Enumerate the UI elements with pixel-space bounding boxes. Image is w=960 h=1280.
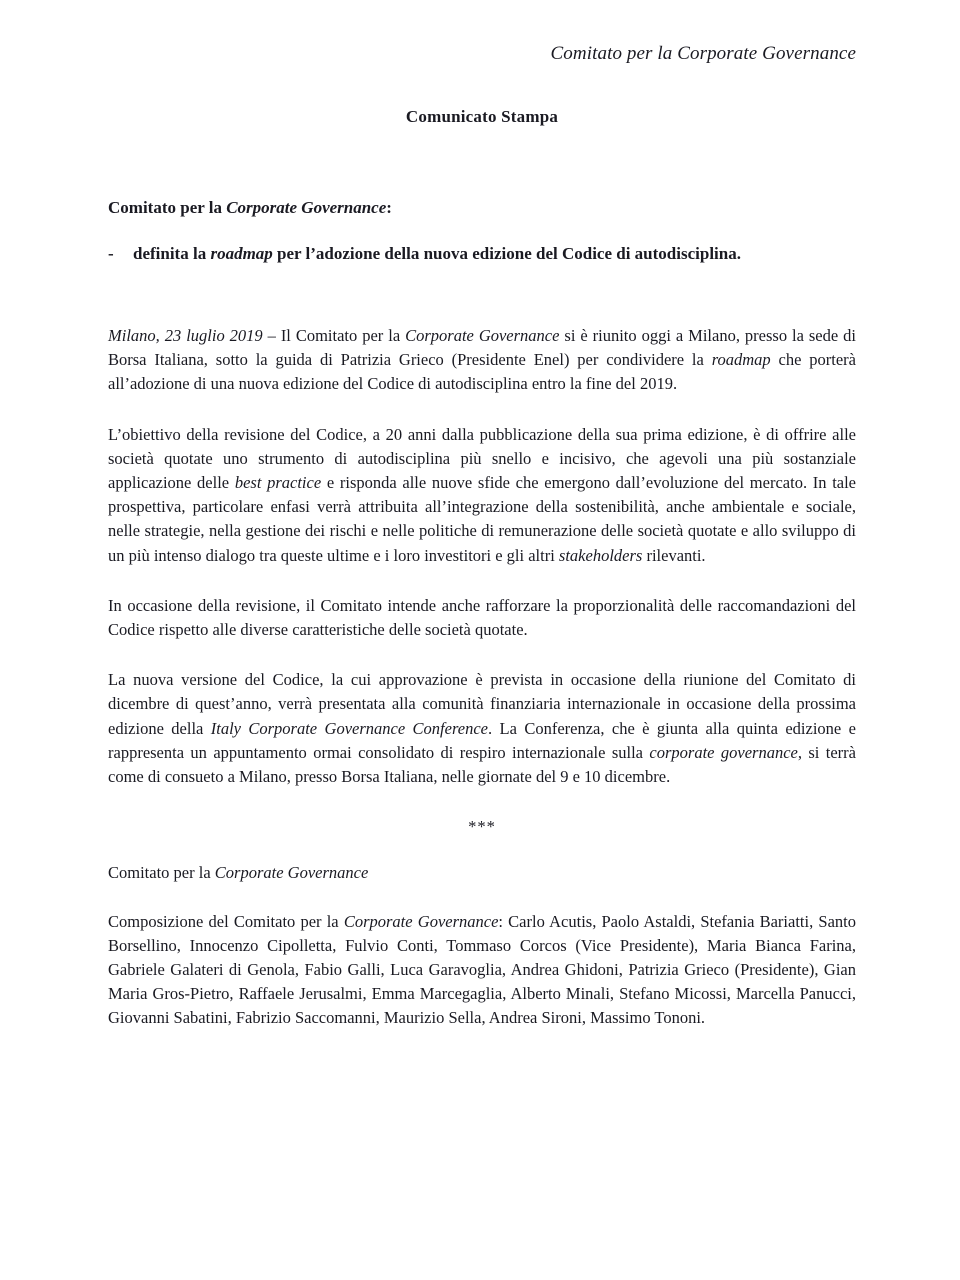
paragraph-objective	[108, 423, 856, 568]
p3-text-1: In occasione della revisione, il Comitato intende anche rafforzare la proporzionalità delle raccomandazioni del Codice rispetto alle diverse caratteristiche delle società quotate.	[108, 595, 856, 640]
bullet-list-item	[108, 242, 856, 266]
p2-italic-2: stakeholders	[558, 545, 643, 565]
paragraph-dateline	[108, 324, 856, 397]
dateline: Milano, 23 luglio 2019	[108, 326, 263, 345]
bullet-item-text	[133, 242, 856, 266]
paragraph-composition	[108, 910, 856, 1031]
p2-italic-1: best practice	[234, 473, 322, 493]
p1-italic-2: roadmap	[711, 350, 771, 370]
p4-italic-2: corporate governance	[649, 742, 798, 762]
p2-text-3: rilevanti.	[642, 545, 706, 565]
p1-italic-1: Corporate Governance	[405, 326, 560, 345]
composition-italic-1: Corporate Governance	[343, 911, 499, 931]
p4-text-3: , si terrà come di consueto a Milano, presso Borsa Italiana, nelle giornate del 9 e 10 dicembre.	[108, 742, 856, 787]
footer-heading-italic: Corporate Governance	[214, 863, 369, 883]
section-separator: ***	[468, 817, 496, 837]
p1-text-3: che porterà all’adozione di una nuova edizione del Codice di autodisciplina entro la fine del 2019.	[108, 350, 856, 394]
paragraph-proportionality	[108, 594, 856, 642]
p4-text-2: . La Conferenza, che è giunta alla quinta edizione e rappresenta un appuntamento ormai consolidato di respiro internazionale sulla	[108, 718, 856, 762]
bullet-italic-roadmap: roadmap	[210, 244, 273, 263]
p4-text-1: La nuova versione del Codice, la cui approvazione è prevista in occasione della riunione del Comitato di dicembre di quest’anno, verrà presentata alla comunità finanziaria internazionale in occasione della prossima edizione della	[108, 670, 856, 738]
bullet-text-part-2: per l’adozione della nuova edizione del Codice di autodisciplina.	[272, 244, 741, 263]
running-header-text: Comitato per la Corporate Governance	[550, 43, 856, 64]
composition-members-text: : Carlo Acutis, Paolo Astaldi, Stefania Bariatti, Santo Borsellino, Innocenzo Cipolletta, Fulvio Conti, Tommaso Corcos (Vice Presidente), Maria Bianca Farina, Gabriele Galateri di Genola, Fabio Galli, Luca Garavoglia, Andrea Ghidoni, Patrizia Grieco (Presidente), Gian Maria Gros-Pietro, Raffaele Jerusalmi, Emma Marcegaglia, Alberto Minali, Stefano Micossi, Marcella Panucci, Giovanni Sabatini, Fabrizio Saccomanni, Maurizio Sella, Andrea Sironi, Massimo Tononi.	[108, 911, 856, 1028]
lead-heading-prefix: Comitato per la	[108, 198, 227, 217]
footer-heading-text: Comitato per la	[108, 863, 215, 883]
paragraph-conference	[108, 668, 856, 789]
p2-text-1: L’obiettivo della revisione del Codice, a 20 anni dalla pubblicazione della sua prima edizione, è di offrire alle società quotate uno strumento di autodisciplina più snello e incisivo, che agevoli una più sostanziale applicazione delle	[108, 424, 856, 493]
p4-italic-1: Italy Corporate Governance Conference	[210, 718, 488, 738]
bullet-text-part-1: definita la	[133, 244, 211, 263]
bullet-dash-marker: -	[108, 244, 114, 263]
p1-text-2: si è riunito oggi a Milano, presso la sede di Borsa Italiana, sotto la guida di Patrizia Grieco (Presidente Enel) per condividere la	[108, 326, 856, 370]
lead-heading-italic: Corporate Governance	[226, 198, 387, 217]
page-title: Comunicato Stampa	[405, 107, 559, 126]
running-header	[108, 42, 856, 66]
lead-heading-suffix: :	[386, 198, 392, 217]
p1-text-1: – Il Comitato per la	[262, 326, 406, 345]
footer-heading	[108, 861, 856, 885]
document-content	[108, 0, 856, 1047]
p2-text-2: e risponda alle nuove sfide che emergono dall’evoluzione del mercato. In tale prospettiva, particolare enfasi verrà attribuita all’integrazione della sostenibilità, anche ambientale e sociale, nelle strategie, nella gestione dei rischi e nelle politiche di remunerazione delle società quotate e allo sviluppo di un più intenso dialogo tra queste ultime e i loro investitori e gli altri	[108, 473, 857, 565]
composition-text-1: Composizione del Comitato per la	[108, 911, 344, 931]
lead-heading	[108, 196, 856, 220]
